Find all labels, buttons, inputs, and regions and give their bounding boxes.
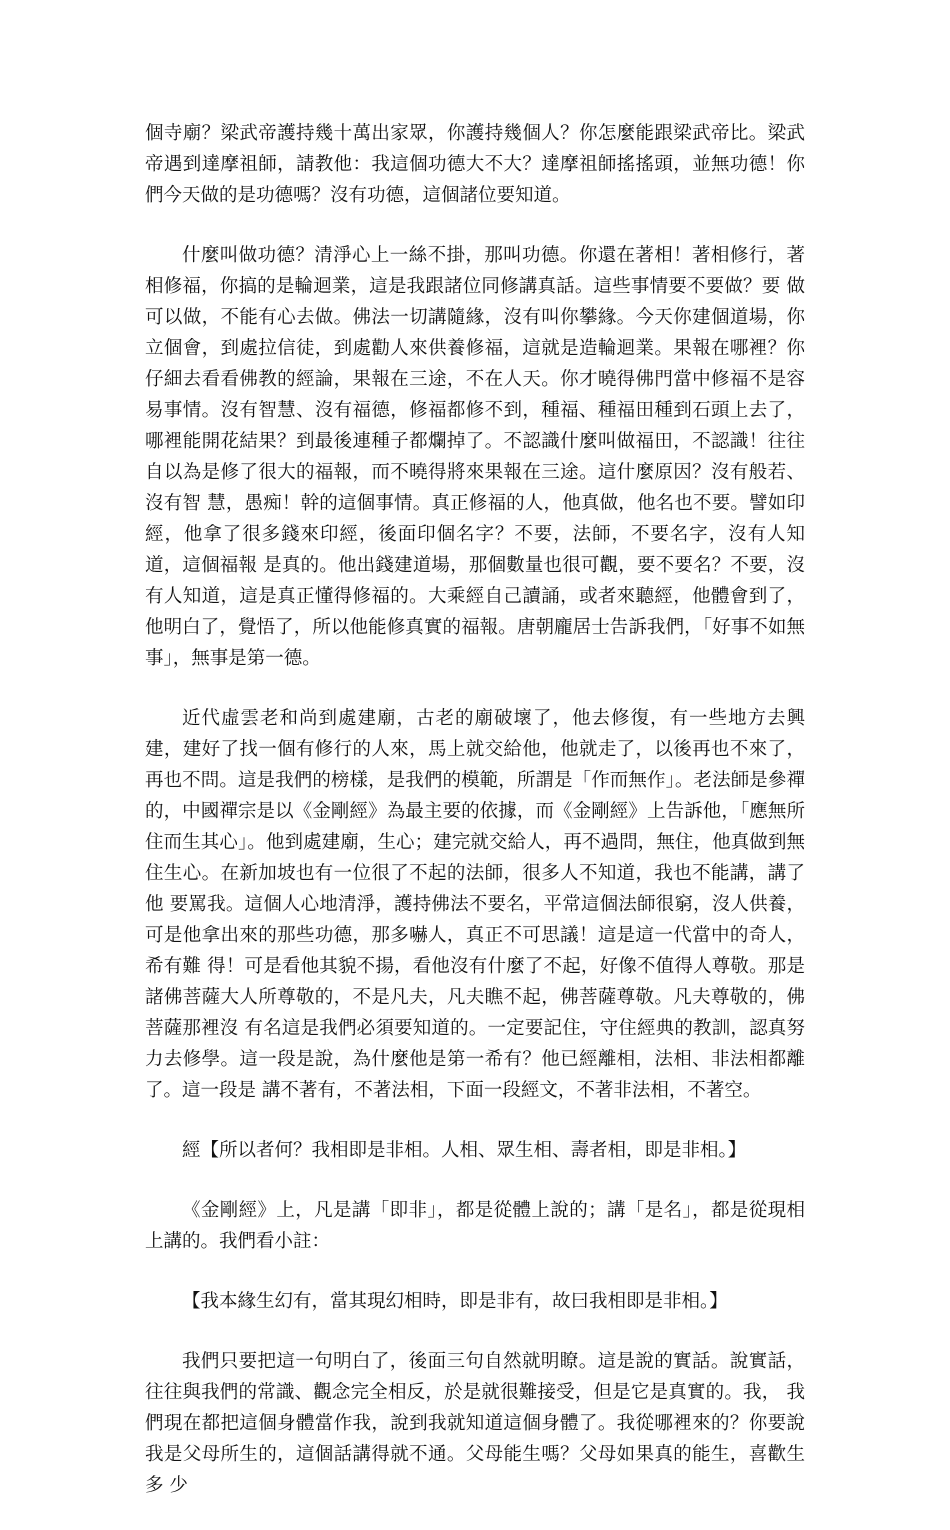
- sutra-quote: 經【所以者何？我相即是非相。人相、眾生相、壽者相，即是非相。】: [182, 1140, 747, 1161]
- paragraph-5: 《金剛經》上，凡是講「即非」，都是從體上說的；講「是名」，都是從現相上講的。我們看小註：: [145, 1200, 805, 1252]
- paragraph-3: 近代虛雲老和尚到處建廟，古老的廟破壞了，他去修復，有一些地方去興建，建好了找一個有修行的人來，馬上就交給他，他就走了，以後再也不來了， 再也不問。這是我們的榜樣，是我們的模範，所謂是「作而無作」。老法師是參禪的，中國禪宗是以《金剛經》為最主要的依據，而《金剛經》上告訴他，「應無所 住而生其心」。他到處建廟，生心；建完就交給人，再不過問，無住，他真做到無住生心。在新加坡也有一位很了不起的法師，很多人不知道，我也不能講，講了他 要罵我。這個人心地清淨，護持佛法不要名，平常這個法師很窮，沒人供養，可是他拿出來的那些功德，那多嚇人，真正不可思議！這是這一代當中的奇人，希有難 得！可是看他其貌不揚，看他沒有什麼了不起，好像不值得人尊敬。那是諸佛菩薩大人所尊敬的，不是凡夫，凡夫瞧不起，佛菩薩尊敬。凡夫尊敬的，佛菩薩那裡沒 有名這是我們必須要知道的。一定要記住，守住經典的教訓，認真努力去修學。這一段是說，為什麼他是第一希有？他已經離相，法相、非法相都離了。這一段是 講不著有，不著法相，下面一段經文，不著非法相，不著空。: [145, 708, 805, 1101]
- commentary-quote: 【我本緣生幻有，當其現幻相時，即是非有，故曰我相即是非相。】: [182, 1291, 728, 1312]
- paragraph-2: 什麼叫做功德？清淨心上一絲不掛，那叫功德。你還在著相！著相修行，著相修福，你搞的是輪迴業，這是我跟諸位同修講真話。這些事情要不要做？要 做可以做，不能有心去做。佛法一切講隨緣，沒有叫你攀緣。今天你建個道場，你立個會，到處拉信徒，到處勸人來供養修福，這就是造輪迴業。果報在哪裡？你 仔細去看看佛教的經論，果報在三途，不在人天。你才曉得佛門當中修福不是容易事情。沒有智慧、沒有福德，修福都修不到，種福、種福田種到石頭上去了，哪裡能開花結果？到最後連種子都爛掉了。不認識什麼叫做福田，不認識！往往自以為是修了很大的福報，而不曉得將來果報在三途。這什麼原因？沒有般若、沒有智 慧，愚痴！幹的這個事情。真正修福的人，他真做，他名也不要。譬如印經，他拿了很多錢來印經，後面印個名字？不要，法師，不要名字，沒有人知道，這個福報 是真的。他出錢建道場，那個數量也很可觀，要不要名？不要，沒有人知道，這是真正懂得修福的。大乘經自己讀誦，或者來聽經，他體會到了，他明白了，覺悟了，所以他能修真實的福報。唐朝龐居士告訴我們，「好事不如無事」，無事是第一德。: [145, 245, 805, 669]
- document-page: [145, 118, 805, 1530]
- paragraph-7: 我們只要把這一句明白了，後面三句自然就明瞭。這是說的實話。說實話，往往與我們的常識、觀念完全相反，於是就很難接受，但是它是真實的。我， 我們現在都把這個身體當作我，說到我就知道這個身體了。我從哪裡來的？你要說我是父母所生的，這個話講得就不通。父母能生嗎？父母如果真的能生，喜歡生多 少: [145, 1351, 805, 1496]
- paragraph-1: 個寺廟？梁武帝護持幾十萬出家眾，你護持幾個人？你怎麼能跟梁武帝比。梁武帝遇到達摩祖師，請教他：我這個功德大不大？達摩祖師搖搖頭，並無功德！你們今天做的是功德嗎？沒有功德，這個諸位要知道。: [145, 123, 805, 206]
